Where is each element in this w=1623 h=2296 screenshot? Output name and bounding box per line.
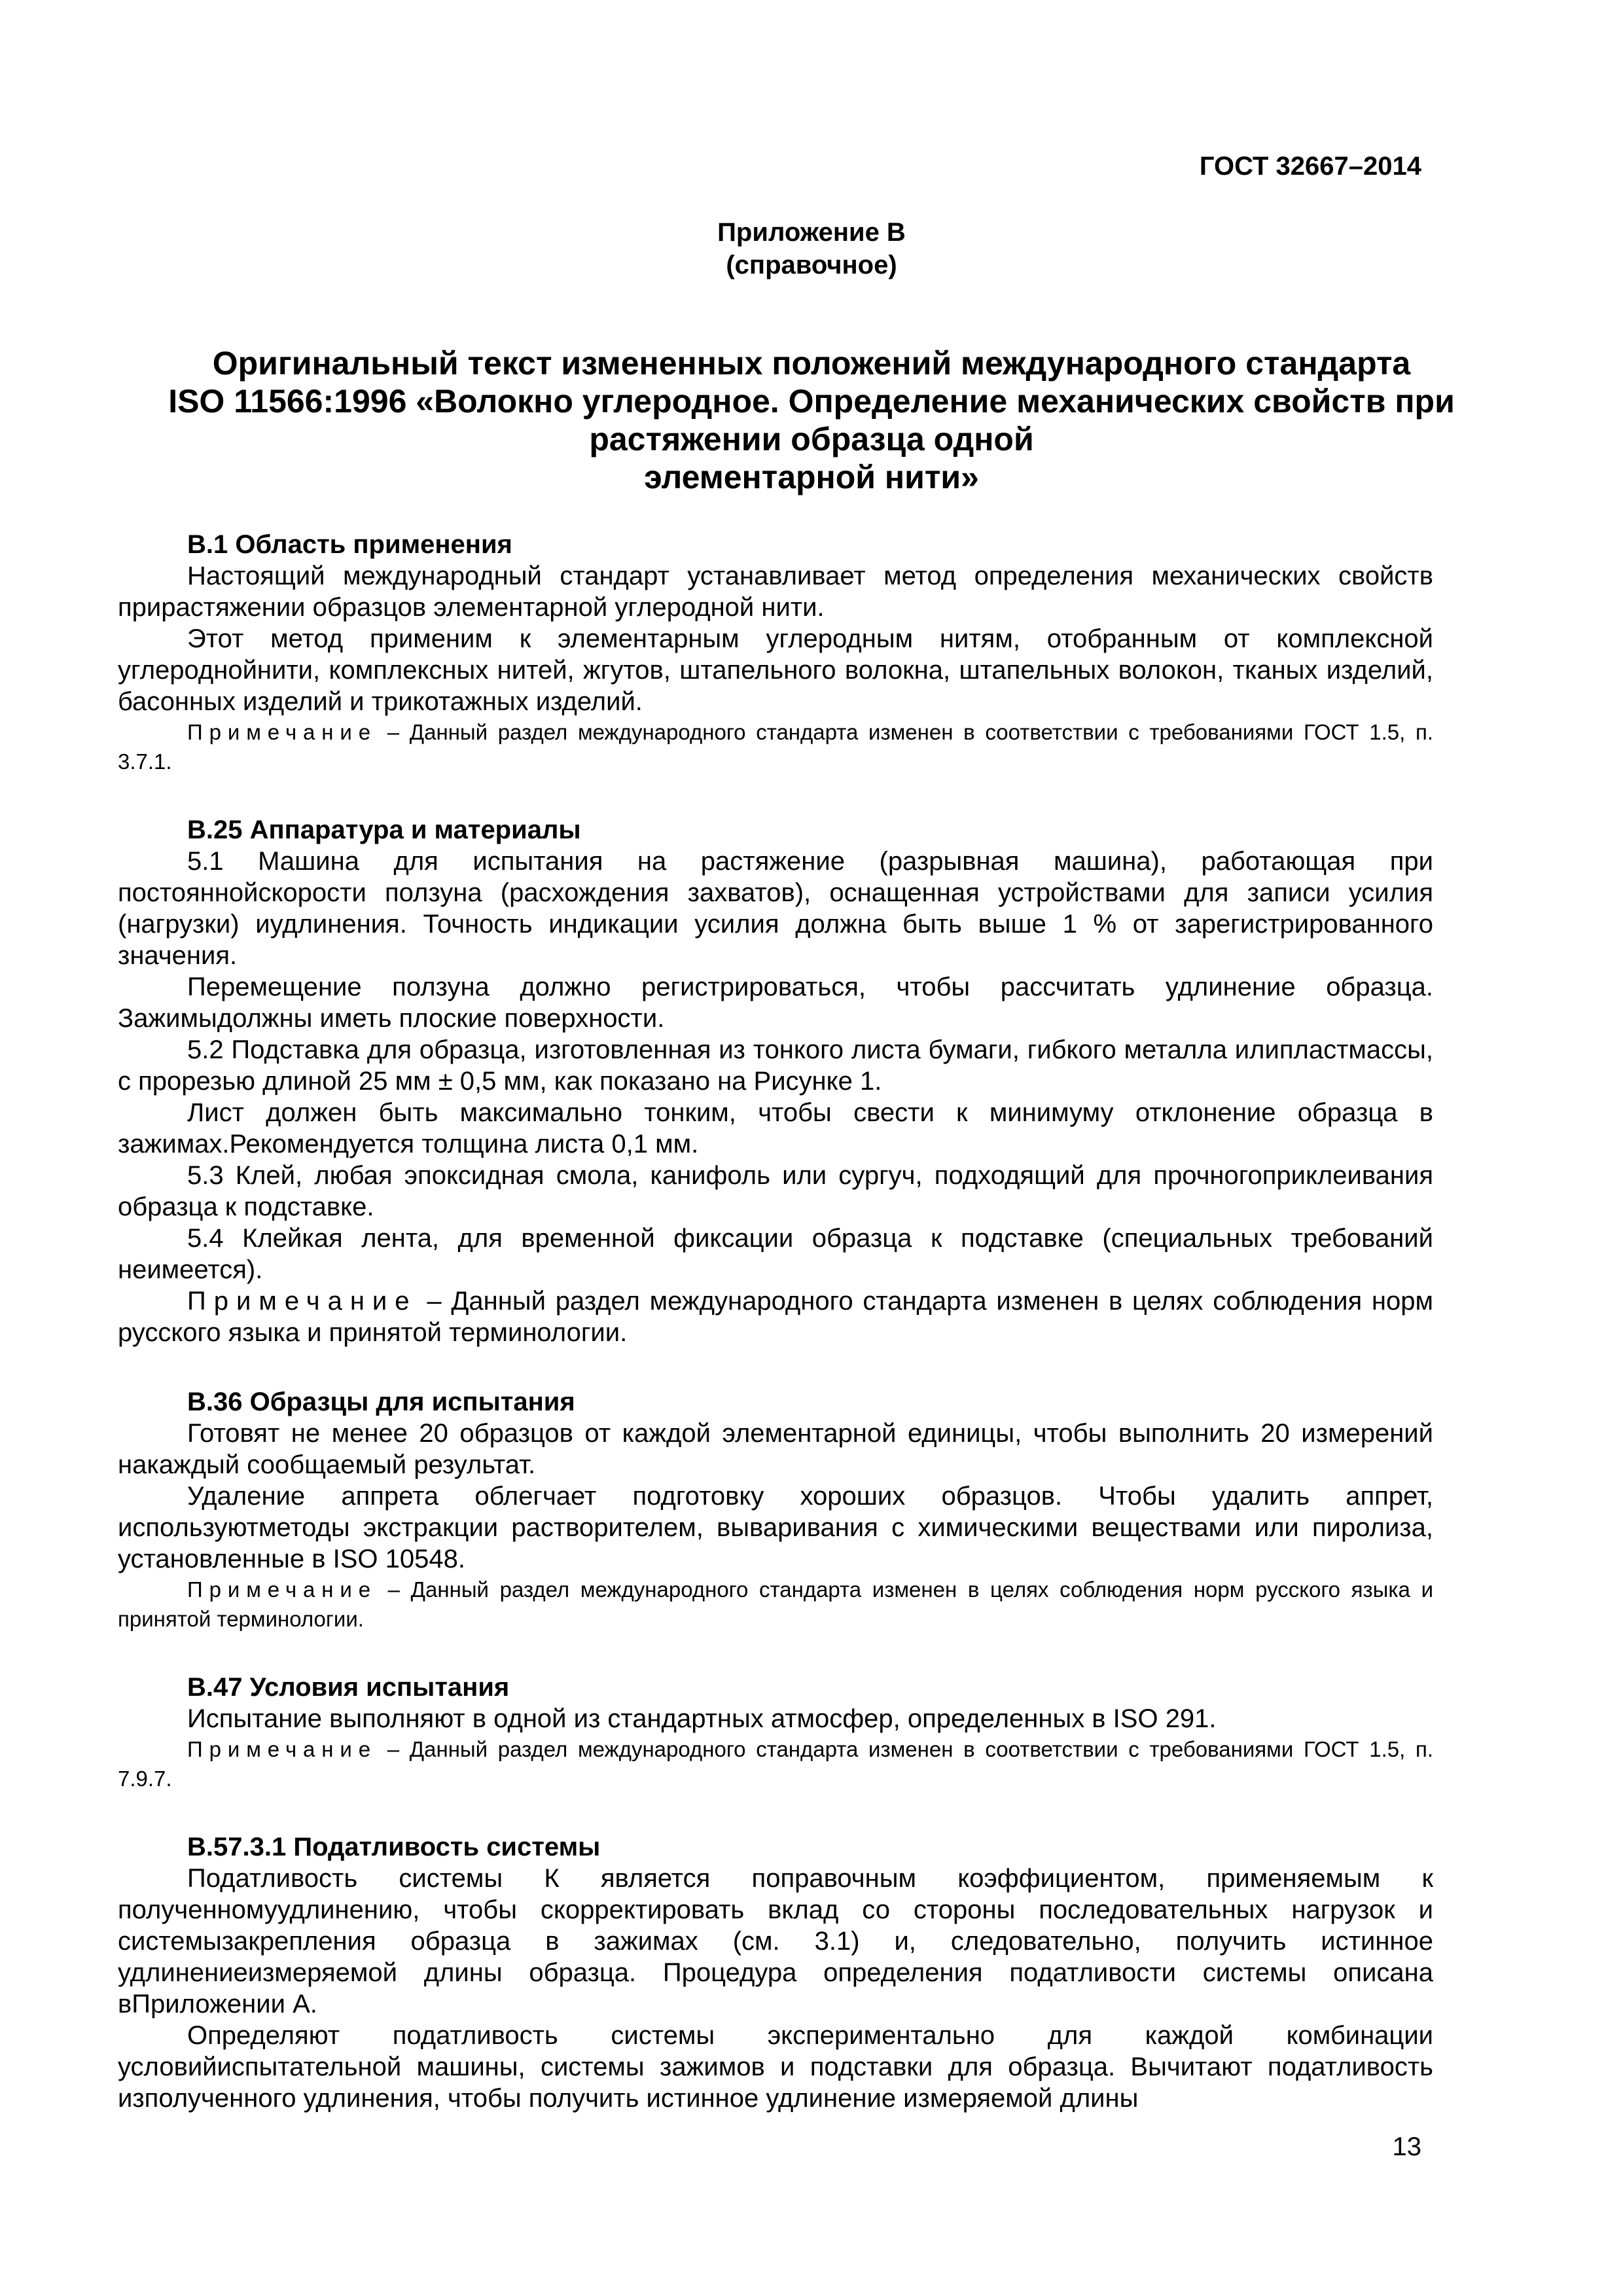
standard-number: ГОСТ 32667–2014 [1199, 152, 1421, 181]
paragraph: 5.4 Клейкая лента, для временной фиксации образца к подставке (специальных требований неимеется). [118, 1224, 1433, 1284]
note-text: – Данный раздел международного стандарта изменен в целях соблюдения норм русского языка и принятой терминологии. [118, 1577, 1433, 1631]
section-heading: В.57.3.1 Податливость системы [187, 1833, 601, 1861]
document-body [118, 529, 1433, 2114]
page-number: 13 [1392, 2132, 1421, 2161]
section-scope [118, 529, 1433, 776]
paragraph: Настоящий международный стандарт устанавливает метод определения механических свойств прирастяжении образцов элементарной углеродной нити. [118, 562, 1433, 622]
paragraph: Перемещение ползуна должно регистрироваться, чтобы рассчитать удлинение образца. Зажимыдолжны иметь плоские поверхности. [118, 973, 1433, 1033]
note-label: Примечание [187, 720, 378, 744]
section-apparatus [118, 814, 1433, 1348]
note-text: – Данный раздел международного стандарта изменен в соответствии с требованиями ГОСТ 1.5, п. 3.7.1. [118, 720, 1434, 774]
paragraph: Лист должен быть максимально тонким, чтобы свести к минимуму отклонение образца в зажимах.Рекомендуется толщина листа 0,1 мм. [118, 1098, 1433, 1158]
paragraph: Определяют податливость системы экспериментально для каждой комбинации условийиспытательной машины, системы зажимов и подставки для образца. Вычитают податливость изполученного удлинения, чтобы получить истинное удлинение измеряемой длины [118, 2021, 1433, 2113]
note-text: – Данный раздел международного стандарта изменен в целях соблюдения норм русского языка и принятой терминологии. [118, 1287, 1433, 1347]
note [118, 1734, 1433, 1793]
note-label: Примечание [187, 1577, 378, 1602]
note [118, 1285, 1433, 1348]
note-text: – Данный раздел международного стандарта изменен в соответствии с требованиями ГОСТ 1.5, п. 7.9.7. [118, 1737, 1434, 1791]
note-label: Примечание [187, 1737, 378, 1761]
section-heading: В.36 Образцы для испытания [187, 1388, 575, 1416]
note [118, 717, 1433, 776]
paragraph: Готовят не менее 20 образцов от каждой элементарной единицы, чтобы выполнить 20 измерений накаждый сообщаемый результат. [118, 1419, 1433, 1479]
section-heading: В.25 Аппаратура и материалы [187, 816, 581, 844]
paragraph: 5.2 Подставка для образца, изготовленная из тонкого листа бумаги, гибкого металла илипластмассы, с прорезью длиной 25 мм ± 0,5 мм, как показано на Рисунке 1. [118, 1035, 1433, 1096]
paragraph: Испытание выполняют в одной из стандартных атмосфер, определенных в ISO 291. [187, 1704, 1217, 1733]
paragraph: 5.1 Машина для испытания на растяжение (разрывная машина), работающая при постояннойскорости ползуна (расхождения захватов), оснащенная устройствами для записи усилия (нагрузки) иудлинения. Точность индикации усилия должна быть выше 1 % от зарегистрированного значения. [118, 847, 1433, 970]
paragraph: Удаление аппрета облегчает подготовку хороших образцов. Чтобы удалить аппрет, используютметоды экстракции растворителем, вываривания с химическими веществами или пиролиза, установленные в ISO 10548. [118, 1482, 1433, 1573]
section-heading: В.1 Область применения [187, 530, 512, 559]
note-label: Примечание [187, 1287, 418, 1316]
paragraph: Этот метод применим к элементарным углеродным нитям, отобранным от комплексной углероднойнити, комплексных нитей, жгутов, штапельного волокна, штапельных волокон, тканых изделий, басонных изделий и трикотажных изделий. [118, 624, 1433, 716]
note [118, 1575, 1433, 1634]
appendix-heading [0, 216, 1623, 281]
paragraph: Податливость системы К является поправочным коэффициентом, применяемым к полученномуудлинению, чтобы скорректировать вклад со стороны последовательных нагрузок и системызакрепления образца в зажимах (см. 3.1) и, следовательно, получить истинное удлинениеизмеряемой длины образца. Процедура определения податливости системы описана вПриложении А. [118, 1864, 1433, 2018]
section-heading: В.47 Условия испытания [187, 1673, 510, 1702]
appendix-subtitle: (справочное) [726, 251, 897, 279]
title-line: элементарной нити» [644, 459, 979, 495]
document-title [118, 344, 1505, 496]
paragraph: 5.3 Клей, любая эпоксидная смола, канифоль или сургуч, подходящий для прочногоприклеивания образца к подставке. [118, 1161, 1433, 1221]
section-specimens [118, 1386, 1433, 1634]
section-test-conditions [118, 1672, 1433, 1793]
title-line: ISO 11566:1996 «Волокно углеродное. Определение механических свойств при [168, 383, 1455, 420]
title-line: растяжении образца одной [589, 421, 1034, 457]
title-line: Оригинальный текст измененных положений международного стандарта [212, 345, 1411, 382]
appendix-title: Приложение В [717, 218, 906, 247]
section-system-compliance [118, 1831, 1433, 2114]
